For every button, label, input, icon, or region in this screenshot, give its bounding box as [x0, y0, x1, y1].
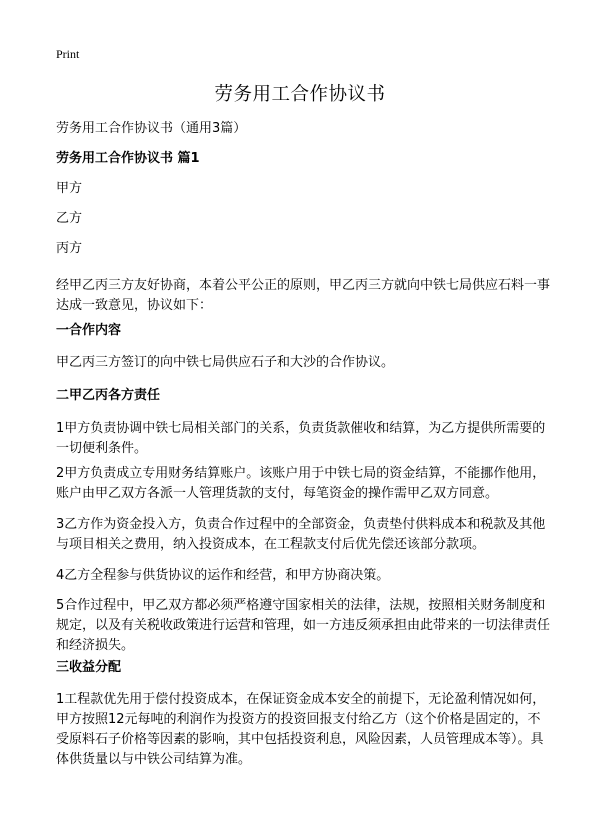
- party-c: 丙方: [56, 241, 83, 256]
- responsibility-item-3: 3乙方作为资金投入方，负责合作过程中的全部资金，负责垫付供料成本和税款及其他与项目相关之费用，纳入投资成本，在工程款支付后优先偿还该部分款项。: [56, 517, 546, 552]
- section-heading-responsibilities: 二甲乙丙各方责任: [56, 388, 161, 403]
- profit-item-1: 1工程款优先用于偿付投资成本，在保证资金成本安全的前提下，无论盈利情况如何，甲方按照12元每吨的利润作为投资方的投资回报支付给乙方（这个价格是固定的，不受原料石子价格等因素的影响，其中包括投资利息，风险因素，人员管理成本等）。具体供货量以与中铁公司结算为准。: [56, 692, 546, 767]
- responsibility-item-1: 1甲方负责协调中铁七局相关部门的关系，负责货款催收和结算，为乙方提供所需要的一切便利条件。: [56, 421, 546, 456]
- responsibility-item-5: 5合作过程中，甲乙双方都必须严格遵守国家相关的法律，法规，按照相关财务制度和规定，以及有关税收政策进行运营和管理，如一方违反须承担由此带来的一切法律责任和经济损失。: [56, 598, 551, 653]
- document-title: 劳务用工合作协议书: [214, 84, 386, 105]
- responsibility-item-4: 4乙方全程参与供货协议的运作和经营，和甲方协商决策。: [56, 568, 390, 583]
- intro-paragraph: 经甲乙丙三方友好协商，本着公平公正的原则，甲乙丙三方就向中铁七局供应石料一事达成一致意见，协议如下：: [56, 278, 551, 313]
- party-b: 乙方: [56, 211, 83, 226]
- print-link[interactable]: Print: [56, 47, 80, 61]
- section-heading-cooperation: 一合作内容: [56, 323, 122, 338]
- document-subtitle: 劳务用工合作协议书（通用3篇）: [56, 121, 247, 136]
- section-heading-profit: 三收益分配: [56, 660, 122, 675]
- responsibility-item-2: 2甲方负责成立专用财务结算账户。该账户用于中铁七局的资金结算，不能挪作他用，账户由甲乙双方各派一人管理货款的支付，每笔资金的操作需甲乙双方同意。: [56, 466, 546, 501]
- cooperation-content: 甲乙丙三方签订的向中铁七局供应石子和大沙的合作协议。: [56, 355, 395, 370]
- party-a: 甲方: [56, 181, 83, 196]
- article-heading: 劳务用工合作协议书 篇1: [56, 151, 200, 166]
